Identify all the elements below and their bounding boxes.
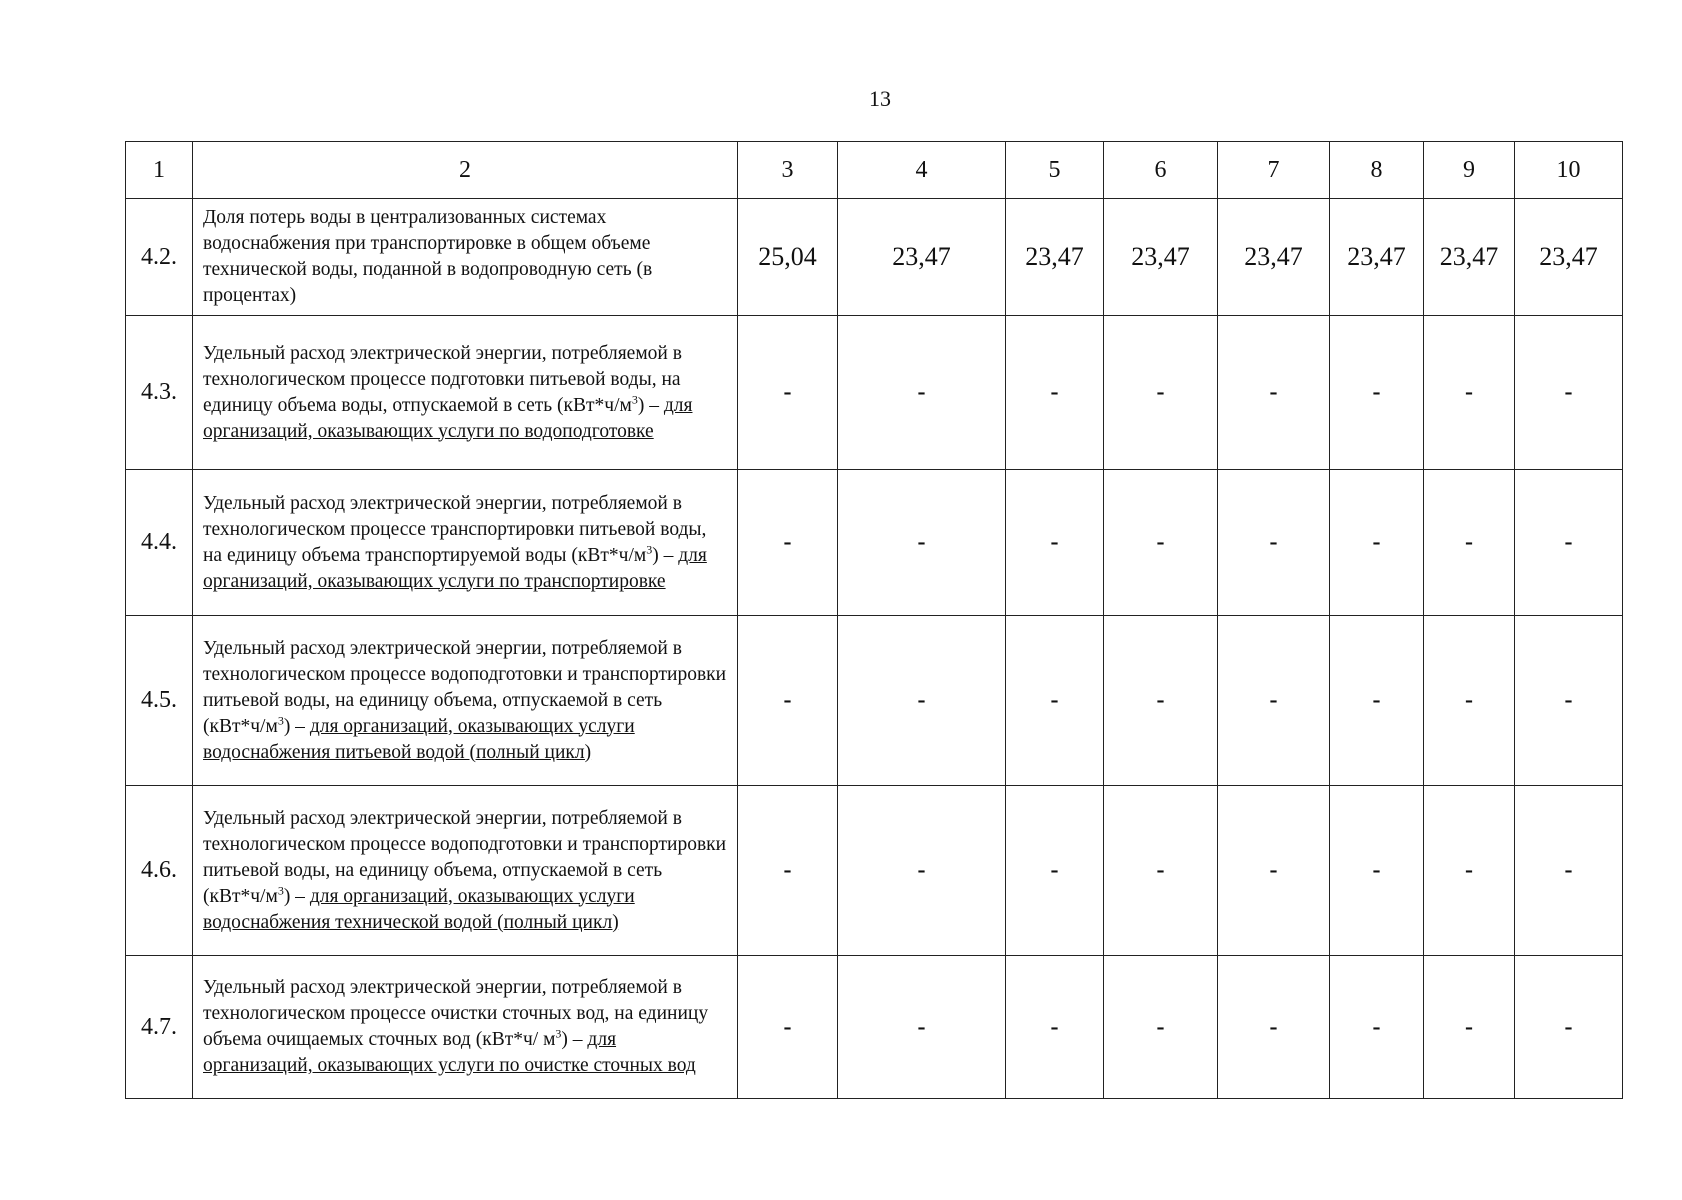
unit-superscript: 3 xyxy=(277,883,284,897)
description-text-post: ) – xyxy=(283,885,310,907)
row-value: - xyxy=(1330,956,1424,1099)
row-value: - xyxy=(1330,470,1424,616)
column-header: 10 xyxy=(1515,142,1623,199)
row-value: - xyxy=(1515,786,1623,956)
row-value: - xyxy=(1006,616,1104,786)
row-value: - xyxy=(1104,316,1218,470)
description-text: Удельный расход электрической энергии, потребляемой в технологическом процессе подготовки питьевой воды, на единицу объема воды, отпускаемой в сеть (кВт*ч/м xyxy=(203,342,682,416)
page-number: 13 xyxy=(869,86,891,111)
row-value: - xyxy=(1424,316,1515,470)
row-value: - xyxy=(838,616,1006,786)
row-number: 4.5. xyxy=(126,616,193,786)
row-value: 23,47 xyxy=(1330,199,1424,316)
row-value: - xyxy=(738,470,838,616)
row-value: - xyxy=(838,470,1006,616)
row-value: - xyxy=(1330,786,1424,956)
row-value: - xyxy=(1006,316,1104,470)
row-value: - xyxy=(1515,956,1623,1099)
row-description xyxy=(193,199,738,316)
row-value: - xyxy=(1424,616,1515,786)
description-underlined: для организаций, оказывающих услуги по транспортировке xyxy=(203,544,707,592)
description-text-post: ) – xyxy=(283,715,310,737)
row-number: 4.7. xyxy=(126,956,193,1099)
column-header: 8 xyxy=(1330,142,1424,199)
table-header-row xyxy=(126,142,1623,199)
row-description xyxy=(193,316,738,470)
indicators-table xyxy=(125,141,1623,1099)
row-value: 23,47 xyxy=(1104,199,1218,316)
description-text-post: ) – xyxy=(637,394,664,416)
column-header: 9 xyxy=(1424,142,1515,199)
description-underlined: для организаций, оказывающих услуги по очистке сточных вод xyxy=(203,1029,696,1076)
table-row xyxy=(126,316,1623,470)
row-value: - xyxy=(738,786,838,956)
column-header: 6 xyxy=(1104,142,1218,199)
table-row xyxy=(126,616,1623,786)
row-value: - xyxy=(1330,616,1424,786)
row-value: - xyxy=(1104,616,1218,786)
row-value: - xyxy=(1218,616,1330,786)
row-value: 23,47 xyxy=(1218,199,1330,316)
column-header: 7 xyxy=(1218,142,1330,199)
row-value: - xyxy=(1006,786,1104,956)
row-value: - xyxy=(1104,956,1218,1099)
column-header: 1 xyxy=(126,142,193,199)
unit-superscript: 3 xyxy=(277,713,284,727)
description-underlined: для организаций, оказывающих услуги водоснабжения питьевой водой (полный цикл) xyxy=(203,715,635,763)
row-value: - xyxy=(838,956,1006,1099)
row-value: - xyxy=(1218,786,1330,956)
row-number: 4.2. xyxy=(126,199,193,316)
row-value: - xyxy=(1006,470,1104,616)
row-value: - xyxy=(1424,956,1515,1099)
column-header: 4 xyxy=(838,142,1006,199)
row-value: - xyxy=(1424,786,1515,956)
table-row xyxy=(126,199,1623,316)
row-description xyxy=(193,470,738,616)
unit-superscript: 3 xyxy=(631,392,638,406)
row-value: - xyxy=(738,956,838,1099)
row-value: - xyxy=(1006,956,1104,1099)
row-value: - xyxy=(838,316,1006,470)
row-description xyxy=(193,956,738,1099)
description-underlined: для организаций, оказывающих услуги водоснабжения технической водой (полный цикл) xyxy=(203,885,635,933)
description-text: Удельный расход электрической энергии, потребляемой в технологическом процессе очистки сточных вод, на единицу объема очищаемых сточных вод (кВт*ч/ м xyxy=(203,977,709,1050)
row-value: - xyxy=(1515,616,1623,786)
table-row xyxy=(126,786,1623,956)
description-text: Удельный расход электрической энергии, потребляемой в технологическом процессе водоподготовки и транспортировки питьевой воды, на единицу объема, отпускаемой в сеть (кВт*ч/м xyxy=(203,637,727,737)
row-description xyxy=(193,616,738,786)
row-value: - xyxy=(1515,470,1623,616)
row-value: - xyxy=(1218,316,1330,470)
column-header: 2 xyxy=(193,142,738,199)
row-value: - xyxy=(1218,470,1330,616)
row-value: 23,47 xyxy=(1515,199,1623,316)
row-value: - xyxy=(738,616,838,786)
row-value: 23,47 xyxy=(838,199,1006,316)
row-value: 23,47 xyxy=(1006,199,1104,316)
column-header: 3 xyxy=(738,142,838,199)
description-text: Удельный расход электрической энергии, потребляемой в технологическом процессе водоподготовки и транспортировки питьевой воды, на единицу объема, отпускаемой в сеть (кВт*ч/м xyxy=(203,807,727,907)
row-value: 25,04 xyxy=(738,199,838,316)
description-underlined: для организаций, оказывающих услуги по водоподготовке xyxy=(203,394,693,442)
description-text: Доля потерь воды в централизованных системах водоснабжения при транспортировке в общем объеме технической воды, поданной в водопроводную сеть (в процентах) xyxy=(203,207,653,306)
row-value: - xyxy=(1104,470,1218,616)
row-value: - xyxy=(738,316,838,470)
row-description xyxy=(193,786,738,956)
description-text: Удельный расход электрической энергии, потребляемой в технологическом процессе транспортировки питьевой воды, на единицу объема транспортируемой воды (кВт*ч/м xyxy=(203,492,707,566)
row-value: - xyxy=(1218,956,1330,1099)
row-value: - xyxy=(1330,316,1424,470)
row-value: - xyxy=(1424,470,1515,616)
row-value: 23,47 xyxy=(1424,199,1515,316)
description-text-post: ) – xyxy=(561,1029,588,1050)
row-number: 4.3. xyxy=(126,316,193,470)
column-header: 5 xyxy=(1006,142,1104,199)
row-number: 4.4. xyxy=(126,470,193,616)
row-value: - xyxy=(838,786,1006,956)
unit-superscript: 3 xyxy=(555,1026,562,1041)
row-value: - xyxy=(1104,786,1218,956)
unit-superscript: 3 xyxy=(646,542,653,556)
row-value: - xyxy=(1515,316,1623,470)
row-number: 4.6. xyxy=(126,786,193,956)
table-row xyxy=(126,470,1623,616)
description-text-post: ) – xyxy=(652,544,679,566)
table-row xyxy=(126,956,1623,1099)
